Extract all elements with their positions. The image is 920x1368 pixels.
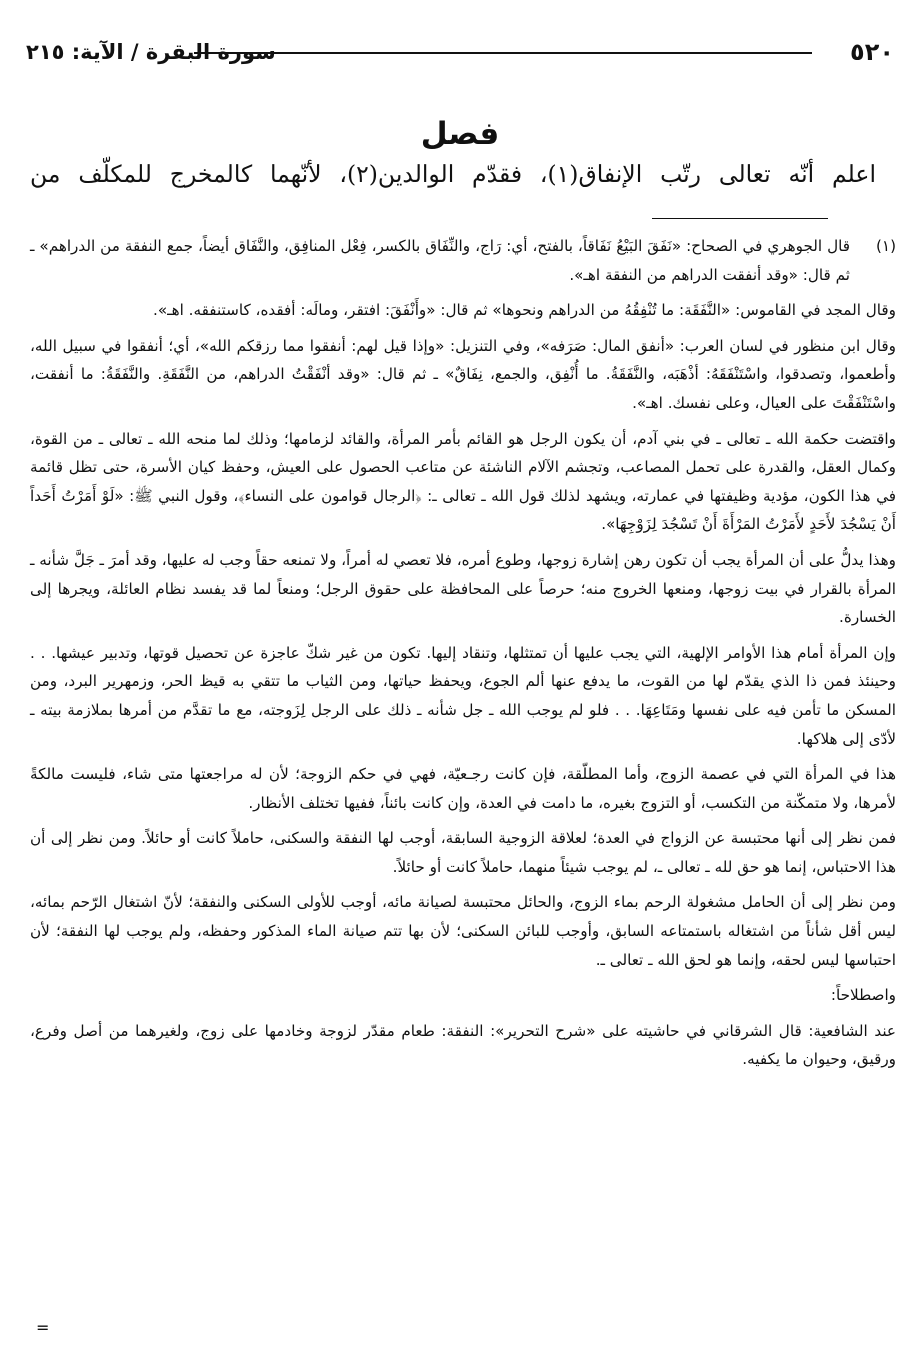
running-title: سورة البقرة / الآية: ٢١٥ [26,40,276,64]
footnote-paragraph: ومن نظر إلى أن الحامل مشغولة الرحم بماء الزوج، والحائل محتبسة لصيانة مائه، أوجب للأولى السكنى والنفقة؛ لأنّ اشتغال الرّحم بمائه، ليس أقل شأناً من اشتغاله باستمتاعه السابق، وأوجب للبائن السكنى؛ لأن بها تتم صيانة الماء المذكور وحفظه، ولم يوجب لها النفقة؛ لأن احتباسها ليس لحقه، وإنما هو لحق الله ـ تعالى ـ. [30,893,896,969]
footnote-paragraph: فمن نظر إلى أنها محتبسة عن الزواج في العدة؛ لعلاقة الزوجية السابقة، أوجب لها النفقة والسكنى، حاملاً كانت أو حائلاً. ومن نظر إلى أن هذا الاحتباس، إنما هو حق لله ـ تعالى ـ، لم يوجب شيئاً منهما، حاملاً كانت أو حائلاً. [30,829,896,876]
footnote-paragraph: وقال ابن منظور في لسان العرب: «أنفق المال: صَرَفه»، وفي التنزيل: «وإذا قيل لهم: أنفقوا مما رزقكم الله»، أي؛ أنفقوا في سبيل الله، وأطعموا، وتصدقوا، واسْتَنْفَقَهُ: أذْهَبَه، والنَّفَقَةُ. ما أُنْفِق، والجمع، نِفَاقٌ» ـ ثم قال: «وقد أنْفَقْتُ الدراهم، من النَّفَقَةِ. والنَّفَقَةُ: ما أنفقت، واسْتَنْفَقْتَ على العيال، وعلى نفسك. اهـ». [30,336,896,412]
footnote-paragraph: وهذا يدلُّ على أن المرأة يجب أن تكون رهن إشارة زوجها، وطوع أمره، فلا تعصي له أمراً، ولا تمنعه حقاً وجب له عليها، وقد أمرَ ـ جَلَّ شأنه ـ المرأة بالقرار في بيت زوجها، ومنعها الخروج منه؛ حرصاً على المحافظة على حقوق الرجل؛ ومنعاً لما قد يفسد نظام العائلة، ويجرها إلى الخسارة. [30,550,896,627]
page-number: ٥٢٠ [850,38,894,66]
footnote-paragraph: واصطلاحاً: [830,986,896,1005]
footnote-paragraph [30,232,896,289]
footnote-text: قال الجوهري في الصحاح: «نَفَقَ البَيْعُ نَفَاقاً، بالفتح، أي: رَاج، والنِّفَاق بالكسر، فِعْل المنافِق، والنَّفَاق أيضاً، جمع النفقة من الدراهم» ـ ثم قال: «وقد أنفقت الدراهم من النفقة اهـ». [30,237,850,284]
main-text-line: اعلم أنّه تعالى رتّب الإنفاق(١)، فقدّم الوالدين(٢)، لأنّهما كالمخرج للمكلّف من [30,160,876,188]
footnote-paragraph: وإن المرأة أمام هذا الأوامر الإلهية، التي يجب عليها أن تمتثلها، وتنقاد إليها. تكون من غير شكّ عاجزة عن تحصيل قوتها، وتدبير عيشها. . . وحينئذ فمن ذا الذي يقدّم لها من القوت، ما يدفع عنها ألم الجوع، ويحفظ حياتها، ومن الثياب ما تتقي به قيظ الحر، وزمهرير البرد، ومن المسكن ما تأمن فيه على نفسها ومَتَاعِهَا. . . فلو لم يوجب الله ـ جل شأنه ـ ذلك على الرجل لِزَوجته، مع ما تقدَّم من أمرها بملازمة بيته ـ لأدّى إلى هلاكها. [30,643,896,748]
page-header [26,34,894,74]
footnote-paragraph: هذا في المرأة التي في عصمة الزوج، وأما المطلّقة، فإن كانت رجـعيّة، فهي في حكم الزوجة؛ لأن له مراجعتها متى شاء، فليست مالكةً لأمرها، ولا متمكّنة من التكسب، أو التزوج بغيره، ما دامت في العدة، وإن كانت بائناً، ففيها تختلف الأنظار. [30,765,896,812]
footnote-paragraph: واقتضت حكمة الله ـ تعالى ـ في بني آدم، أن يكون الرجل هو القائم بأمر المرأة، والقائد لزمامها؛ وذلك لما منحه الله ـ تعالى ـ من القوة، وكمال العقل، والقدرة على تحمل المصاعب، وتجشم الآلام الناشئة عن متاعب الحصول على العيش، وحفظ كيان الأسرة، حتى تظل قائمة في هذا الكون، مؤدية وظيفتها في عمارته، ويشهد لذلك قول الله ـ تعالى ـ: ﴿الرجال قوامون على النساء﴾، وقول النبي ﷺ: «لَوْ أَمَرْتُ أَحَداً أَنْ يَسْجُدَ لأَحَدٍ لأَمَرْتُ المَرْأَةَ أَنْ تَسْجُدَ لِزَوْجِهَا». [30,429,896,534]
footnote-paragraph: وقال المجد في القاموس: «النَّفَقَة: ما تُنْفِقُهُ من الدراهم ونحوها» ثم قال: «وأَنْفَقَ: افتقر، ومالَه: أفقده، كاستنفقه. اهـ». [153,301,896,320]
footnote-marker: (١) [875,237,896,255]
footnote-paragraph: عند الشافعية: قال الشرقاني في حاشيته على «شرح التحرير»: النفقة: طعام مقدّر لزوجة وخادمها على زوج، ولغيرهما من أصل وفرع، ورقيق، وحيوان ما يكفيه. [30,1021,896,1069]
footnotes [30,232,896,1081]
footnote-separator [652,218,828,219]
header-rule [194,52,812,54]
side-mark: = [36,1318,50,1337]
section-title: فصل [420,116,500,152]
